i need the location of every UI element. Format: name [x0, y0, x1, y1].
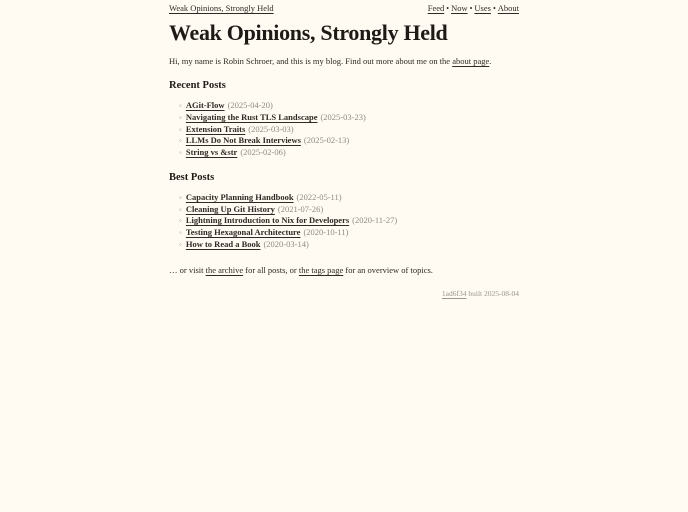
- bullet-icon: ◦: [179, 239, 182, 249]
- bullet-icon: ◦: [179, 216, 182, 226]
- bullet-icon: ◦: [179, 112, 182, 122]
- bullet-icon: ◦: [179, 124, 182, 134]
- list-item: [179, 227, 519, 239]
- list-item: [179, 204, 519, 216]
- post-link[interactable]: Testing Hexagonal Architecture: [185, 227, 301, 237]
- build-info: [169, 289, 519, 298]
- list-item: [179, 112, 519, 124]
- best-posts-heading: Best Posts: [169, 171, 215, 183]
- post-link[interactable]: AGit-Flow: [185, 100, 225, 110]
- content-column: [169, 0, 519, 298]
- outro-part2: for all posts, or: [243, 264, 299, 275]
- bullet-icon: ◦: [179, 148, 182, 157]
- outro-part3: for an overview of topics.: [343, 264, 433, 275]
- commit-hash-link[interactable]: 1ad6f34: [441, 288, 467, 298]
- list-item: [179, 239, 519, 251]
- list-item: [179, 215, 519, 227]
- build-date: built 2025-08-04: [466, 288, 519, 298]
- intro-text-before: Hi, my name is Robin Schroer, and this is my blog. Find out more about me on the: [169, 56, 453, 66]
- post-link[interactable]: String vs &str: [185, 147, 238, 157]
- recent-posts-list: [169, 100, 519, 159]
- nav-separator-dot: •: [446, 4, 450, 13]
- nav-link-now[interactable]: Now: [451, 3, 468, 13]
- bullet-icon: ◦: [179, 136, 182, 146]
- list-item: [179, 124, 519, 136]
- post-link[interactable]: Cleaning Up Git History: [185, 203, 275, 214]
- post-date: (2020-03-14): [263, 238, 309, 249]
- bullet-icon: ◦: [179, 192, 182, 202]
- post-link[interactable]: Navigating the Rust TLS Landscape: [185, 111, 318, 122]
- list-item: [179, 100, 519, 112]
- post-date: (2025-02-06): [240, 147, 286, 157]
- post-link[interactable]: LLMs Do Not Break Interviews: [185, 135, 301, 146]
- top-navigation: [169, 3, 519, 14]
- post-date: (2025-02-13): [303, 135, 350, 146]
- post-date: (2020-10-11): [303, 227, 349, 237]
- best-posts-list: [169, 192, 519, 251]
- post-link[interactable]: Capacity Planning Handbook: [185, 191, 294, 202]
- bullet-icon: ◦: [179, 204, 182, 214]
- post-link[interactable]: Extension Traits: [185, 123, 246, 134]
- tags-page-link[interactable]: the tags page: [298, 264, 344, 275]
- nav-link-about[interactable]: About: [497, 3, 519, 13]
- outro-part1: … or visit: [169, 264, 206, 275]
- nav-separator-dot: •: [469, 4, 473, 13]
- post-link[interactable]: Lightning Introduction to Nix for Developers: [185, 215, 350, 226]
- list-item: [179, 147, 519, 159]
- archive-link[interactable]: the archive: [205, 264, 244, 275]
- intro-text-after: .: [489, 56, 492, 66]
- nav-separator-dot: •: [492, 4, 496, 13]
- bullet-icon: ◦: [179, 101, 182, 110]
- intro-text: [169, 56, 519, 67]
- site-title-link[interactable]: Weak Opinions, Strongly Held: [169, 3, 274, 13]
- nav-links: [428, 3, 519, 14]
- post-date: (2025-04-20): [227, 100, 273, 110]
- post-date: (2020-11-27): [352, 215, 398, 226]
- bullet-icon: ◦: [179, 228, 182, 237]
- post-date: (2025-03-03): [248, 123, 294, 134]
- post-date: (2025-03-23): [320, 111, 366, 122]
- nav-link-feed[interactable]: Feed: [427, 3, 445, 13]
- list-item: [179, 192, 519, 204]
- about-page-link[interactable]: about page: [452, 56, 490, 66]
- post-link[interactable]: How to Read a Book: [185, 238, 261, 249]
- post-date: (2022-05-11): [296, 191, 342, 202]
- list-item: [179, 135, 519, 147]
- post-date: (2021-07-26): [277, 203, 324, 214]
- outro-text: [169, 265, 519, 276]
- recent-posts-heading: Recent Posts: [169, 80, 226, 91]
- nav-link-uses[interactable]: Uses: [474, 3, 491, 13]
- page-title: Weak Opinions, Strongly Held: [169, 20, 448, 45]
